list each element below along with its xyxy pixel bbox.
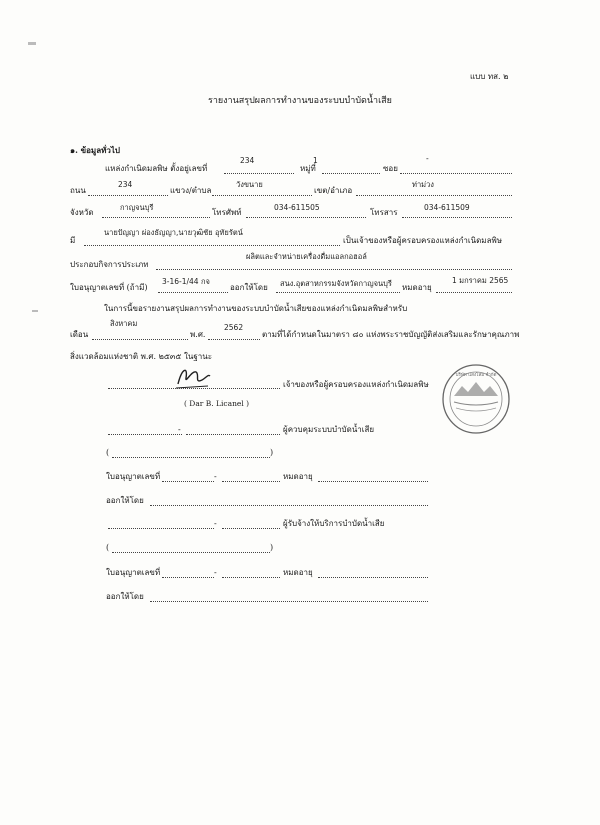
supervisor-expiry-line	[318, 481, 428, 482]
issued-by-label: ออกให้โดย	[230, 283, 268, 292]
month-line	[92, 339, 188, 340]
license-line	[158, 292, 228, 293]
contractor-license-dash: -	[214, 568, 217, 577]
moo-value: 1	[313, 156, 318, 165]
supervisor-license-line-b	[222, 481, 280, 482]
contractor-license-line-b	[222, 577, 280, 578]
fax-value: 034-611509	[424, 203, 470, 212]
contractor-issued-line	[150, 601, 428, 602]
supervisor-issued-line	[150, 505, 428, 506]
contractor-paren-close: )	[270, 543, 274, 552]
owner-role: เจ้าของหรือผู้ครอบครองแหล่งกำเนิดมลพิษ	[283, 380, 429, 389]
moo-line	[322, 173, 380, 174]
subdistrict-label: แขวง/ตำบล	[170, 186, 212, 195]
scan-mark	[32, 310, 38, 312]
supervisor-name-line	[112, 457, 270, 458]
signer-name: ( Dar B. Licanel )	[184, 399, 250, 408]
contractor-license-line-a	[162, 577, 214, 578]
province-line	[102, 217, 210, 218]
contractor-license-label: ใบอนุญาตเลขที่	[106, 568, 161, 577]
issuer-value: สนง.อุตสาหกรรมจังหวัดกาญจนบุรี	[280, 279, 392, 288]
year-line	[208, 339, 260, 340]
supervisor-license-dash: -	[214, 472, 217, 481]
contractor-name-line	[112, 552, 270, 553]
contractor-dash: -	[214, 519, 217, 528]
soi-label: ซอย	[383, 164, 398, 173]
issuer-line	[276, 292, 400, 293]
expiry-label: หมดอายุ	[402, 283, 432, 292]
supervisor-paren-open: (	[106, 448, 110, 457]
section-heading: ๑. ข้อมูลทั่วไป	[70, 145, 120, 155]
subdistrict-line	[212, 195, 312, 196]
owner-sign-line	[108, 388, 280, 389]
fax-line	[402, 217, 512, 218]
road-line	[88, 195, 168, 196]
supervisor-license-label: ใบอนุญาตเลขที่	[106, 472, 161, 481]
contractor-line-b	[222, 528, 280, 529]
license-label: ใบอนุญาตเลขที่ (ถ้ามี)	[70, 283, 148, 292]
province-value: กาญจนบุรี	[120, 203, 154, 212]
business-label: ประกอบกิจการประเภท	[70, 260, 149, 269]
district-line	[356, 195, 512, 196]
supervisor-license-line-a	[162, 481, 214, 482]
form-code: แบบ ทส. ๒	[470, 72, 509, 81]
fax-label: โทรสาร	[370, 208, 398, 217]
page-title: รายงานสรุปผลการทำงานของระบบบำบัดน้ำเสีย	[208, 96, 392, 106]
district-value: ท่าม่วง	[412, 180, 434, 189]
contractor-paren-open: (	[106, 543, 110, 552]
contractor-issued-label: ออกให้โดย	[106, 592, 144, 601]
law-text: ตามที่ได้กำหนดในมาตรา ๘๐ แห่งพระราชบัญญัติส่งเสริมและรักษาคุณภาพ	[262, 330, 520, 339]
supervisor-role: ผู้ควบคุมระบบบำบัดน้ำเสีย	[283, 425, 375, 434]
contractor-expiry-label: หมดอายุ	[283, 568, 313, 577]
supervisor-line-a	[108, 434, 182, 435]
district-label: เขต/อำเภอ	[314, 186, 353, 195]
report-text: ในการนี้ขอรายงานสรุปผลการทำงานของระบบบำบัดน้ำเสียของแหล่งกำเนิดมลพิษสำหรับ	[104, 304, 408, 313]
contractor-line-a	[108, 528, 214, 529]
contractor-role: ผู้รับจ้างให้บริการบำบัดน้ำเสีย	[283, 519, 385, 528]
phone-value: 034-611505	[274, 203, 320, 212]
expiry-value: 1 มกราคม 2565	[452, 276, 509, 285]
owner-suffix: เป็นเจ้าของหรือผู้ครอบครองแหล่งกำเนิดมลพิษ	[343, 236, 503, 245]
moo-label: หมู่ที่	[300, 164, 316, 173]
scan-mark-top	[28, 42, 36, 45]
supervisor-line-b	[186, 434, 280, 435]
year-value: 2562	[224, 323, 244, 332]
law-text-2: สิ่งแวดล้อมแห่งชาติ พ.ศ. ๒๕๓๕ ในฐานะ	[70, 352, 213, 361]
year-label: พ.ศ.	[190, 330, 206, 339]
supervisor-dash: -	[178, 425, 181, 434]
soi-line	[400, 173, 512, 174]
business-value: ผลิตและจำหน่ายเครื่องดื่มแอลกอฮอล์	[246, 252, 367, 261]
factory-no-label: แหล่งกำเนิดมลพิษ ตั้งอยู่เลขที่	[105, 164, 208, 173]
province-label: จังหวัด	[70, 208, 94, 217]
contractor-expiry-line	[318, 577, 428, 578]
supervisor-paren-close: )	[270, 448, 274, 457]
phone-line	[246, 217, 366, 218]
house-no-line	[224, 173, 294, 174]
subdistrict-value: วังขนาย	[236, 180, 263, 189]
road-value: 234	[118, 180, 133, 189]
soi-value: -	[426, 154, 429, 163]
supervisor-issued-label: ออกให้โดย	[106, 496, 144, 505]
business-line	[156, 269, 512, 270]
company-stamp-icon	[440, 362, 512, 436]
expiry-line	[436, 292, 512, 293]
svg-text:บริษัท แสงโสม จำกัด: บริษัท แสงโสม จำกัด	[455, 373, 497, 378]
mee-label: มี	[70, 236, 76, 245]
month-value: สิงหาคม	[110, 319, 138, 328]
phone-label: โทรศัพท์	[212, 208, 242, 217]
owner-name-line	[84, 245, 340, 246]
owner-name-value: นายปัญญา ผ่องธัญญา,นายวุฒิชัย อุทัยรัตน์	[104, 228, 243, 237]
house-no-value: 234	[240, 156, 255, 165]
month-label: เดือน	[70, 330, 89, 339]
license-value: 3-16-1/44 กจ	[162, 277, 210, 286]
supervisor-expiry-label: หมดอายุ	[283, 472, 313, 481]
road-label: ถนน	[70, 186, 86, 195]
